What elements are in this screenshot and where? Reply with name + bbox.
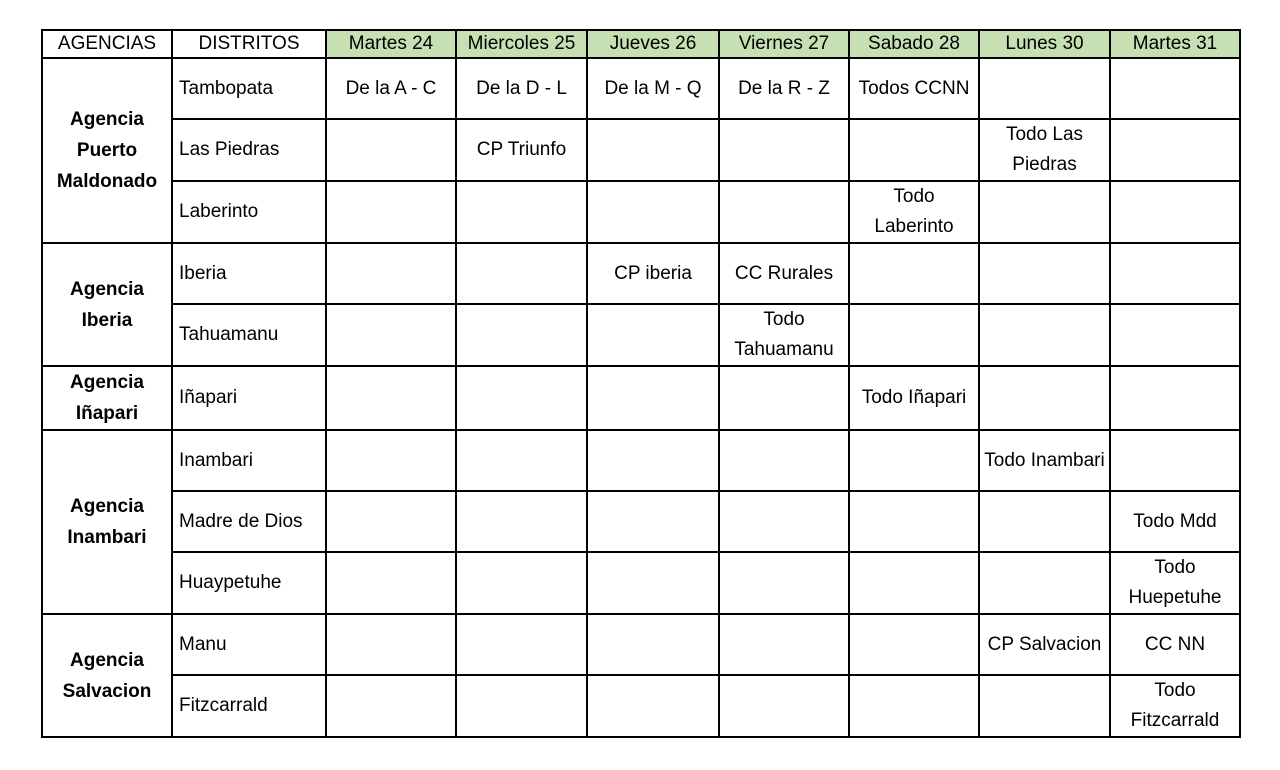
agency-cell: Agencia Salvacion xyxy=(42,614,172,737)
schedule-cell xyxy=(326,366,456,430)
header-date: Viernes 27 xyxy=(719,30,849,58)
district-cell: Tahuamanu xyxy=(172,304,326,366)
schedule-cell xyxy=(587,675,719,737)
district-cell: Huaypetuhe xyxy=(172,552,326,614)
schedule-cell xyxy=(456,243,587,304)
schedule-cell xyxy=(326,430,456,491)
schedule-cell: De la R - Z xyxy=(719,58,849,119)
schedule-cell xyxy=(587,430,719,491)
schedule-cell: CC Rurales xyxy=(719,243,849,304)
schedule-cell xyxy=(456,675,587,737)
schedule-cell xyxy=(1110,58,1240,119)
schedule-cell xyxy=(326,119,456,181)
district-cell: Las Piedras xyxy=(172,119,326,181)
agency-cell: Agencia Puerto Maldonado xyxy=(42,58,172,243)
schedule-cell xyxy=(587,366,719,430)
schedule-cell xyxy=(326,614,456,675)
header-date: Sabado 28 xyxy=(849,30,979,58)
schedule-cell xyxy=(1110,430,1240,491)
table-row xyxy=(42,119,1240,181)
agency-cell: Agencia Iberia xyxy=(42,243,172,366)
schedule-cell xyxy=(849,491,979,552)
schedule-cell xyxy=(979,243,1110,304)
header-date: Martes 31 xyxy=(1110,30,1240,58)
district-cell: Iberia xyxy=(172,243,326,304)
table-row xyxy=(42,430,1240,491)
schedule-cell xyxy=(587,304,719,366)
schedule-cell xyxy=(587,491,719,552)
schedule-cell xyxy=(979,552,1110,614)
schedule-cell: CP Salvacion xyxy=(979,614,1110,675)
schedule-cell xyxy=(456,614,587,675)
schedule-cell: CP Triunfo xyxy=(456,119,587,181)
district-cell: Inambari xyxy=(172,430,326,491)
schedule-cell xyxy=(1110,119,1240,181)
header-date: Martes 24 xyxy=(326,30,456,58)
schedule-cell: Todo Huepetuhe xyxy=(1110,552,1240,614)
table-row xyxy=(42,243,1240,304)
schedule-cell xyxy=(326,491,456,552)
district-cell: Laberinto xyxy=(172,181,326,243)
table-row xyxy=(42,675,1240,737)
table-row xyxy=(42,181,1240,243)
schedule-cell xyxy=(326,675,456,737)
schedule-table xyxy=(41,29,1241,738)
district-cell: Tambopata xyxy=(172,58,326,119)
schedule-cell xyxy=(587,614,719,675)
district-cell: Iñapari xyxy=(172,366,326,430)
schedule-cell xyxy=(849,304,979,366)
schedule-cell xyxy=(719,552,849,614)
table-row xyxy=(42,552,1240,614)
schedule-cell xyxy=(456,491,587,552)
header-date: Jueves 26 xyxy=(587,30,719,58)
table-row xyxy=(42,614,1240,675)
schedule-cell xyxy=(326,181,456,243)
schedule-cell: CC NN xyxy=(1110,614,1240,675)
schedule-cell xyxy=(979,675,1110,737)
schedule-cell xyxy=(456,181,587,243)
header-agencias: AGENCIAS xyxy=(42,30,172,58)
schedule-cell xyxy=(326,552,456,614)
schedule-cell: Todo Iñapari xyxy=(849,366,979,430)
schedule-cell xyxy=(326,243,456,304)
schedule-cell xyxy=(719,675,849,737)
district-cell: Manu xyxy=(172,614,326,675)
schedule-cell xyxy=(587,119,719,181)
schedule-cell: De la D - L xyxy=(456,58,587,119)
header-date: Miercoles 25 xyxy=(456,30,587,58)
schedule-cell xyxy=(587,552,719,614)
table-row xyxy=(42,491,1240,552)
schedule-cell xyxy=(326,304,456,366)
schedule-cell: De la M - Q xyxy=(587,58,719,119)
schedule-cell xyxy=(1110,243,1240,304)
schedule-cell xyxy=(849,119,979,181)
schedule-cell xyxy=(849,552,979,614)
schedule-cell xyxy=(719,491,849,552)
schedule-cell xyxy=(587,181,719,243)
schedule-cell: Todos CCNN xyxy=(849,58,979,119)
table-row xyxy=(42,304,1240,366)
schedule-cell: De la A - C xyxy=(326,58,456,119)
schedule-cell: Todo Las Piedras xyxy=(979,119,1110,181)
schedule-cell xyxy=(849,614,979,675)
schedule-cell xyxy=(979,181,1110,243)
schedule-cell xyxy=(849,430,979,491)
schedule-cell xyxy=(1110,366,1240,430)
district-cell: Fitzcarrald xyxy=(172,675,326,737)
district-cell: Madre de Dios xyxy=(172,491,326,552)
table-row xyxy=(42,58,1240,119)
table-row xyxy=(42,366,1240,430)
schedule-cell: Todo Laberinto xyxy=(849,181,979,243)
schedule-cell xyxy=(1110,304,1240,366)
header-distritos: DISTRITOS xyxy=(172,30,326,58)
schedule-cell xyxy=(719,119,849,181)
header-date: Lunes 30 xyxy=(979,30,1110,58)
schedule-cell xyxy=(719,430,849,491)
schedule-cell xyxy=(719,366,849,430)
schedule-cell xyxy=(979,491,1110,552)
schedule-cell: Todo Fitzcarrald xyxy=(1110,675,1240,737)
agency-cell: Agencia Iñapari xyxy=(42,366,172,430)
schedule-cell xyxy=(719,614,849,675)
schedule-cell: Todo Inambari xyxy=(979,430,1110,491)
schedule-cell xyxy=(456,552,587,614)
agency-cell: Agencia Inambari xyxy=(42,430,172,614)
schedule-cell: Todo Mdd xyxy=(1110,491,1240,552)
schedule-cell: CP iberia xyxy=(587,243,719,304)
schedule-cell xyxy=(979,366,1110,430)
schedule-cell xyxy=(849,243,979,304)
schedule-cell xyxy=(1110,181,1240,243)
schedule-cell xyxy=(456,304,587,366)
schedule-cell xyxy=(979,304,1110,366)
schedule-cell xyxy=(979,58,1110,119)
header-row xyxy=(42,30,1240,58)
schedule-cell: Todo Tahuamanu xyxy=(719,304,849,366)
schedule-cell xyxy=(456,366,587,430)
schedule-cell xyxy=(456,430,587,491)
schedule-cell xyxy=(849,675,979,737)
schedule-cell xyxy=(719,181,849,243)
